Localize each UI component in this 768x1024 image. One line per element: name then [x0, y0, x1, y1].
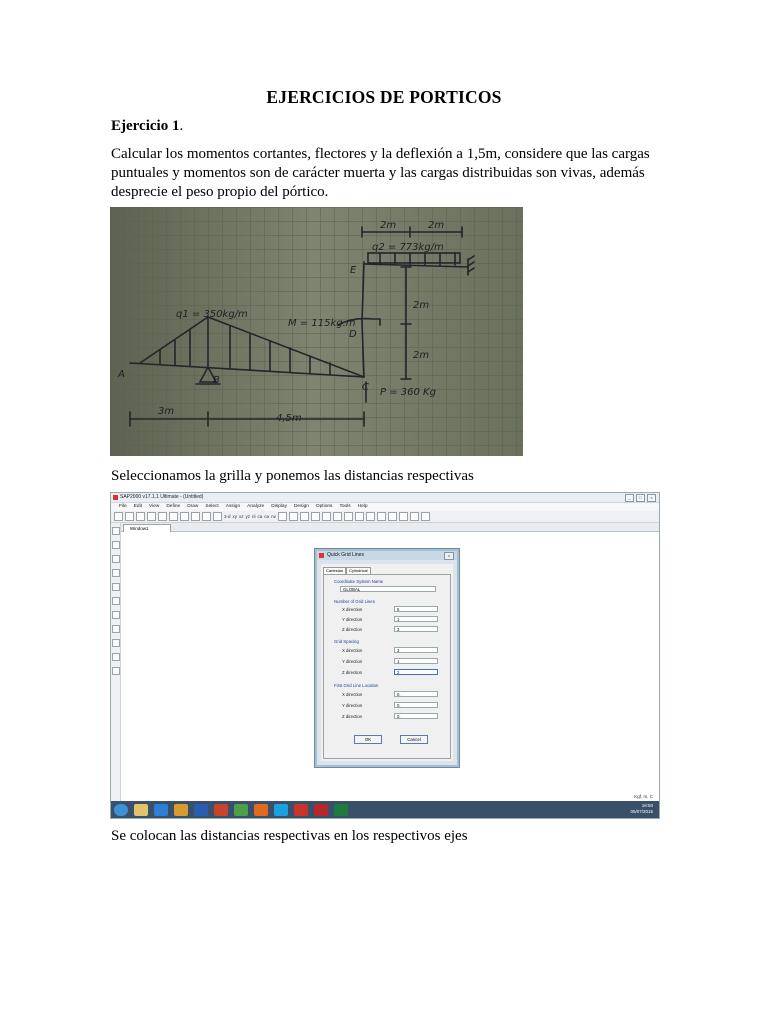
location-y-label: Y direction [342, 703, 363, 708]
toolbar-button-icon[interactable] [344, 512, 353, 521]
grid-spacing-group: Grid Spacing [334, 639, 359, 644]
dialog-title: Quick Grid Lines [327, 552, 364, 558]
menu-item-select[interactable]: Select [205, 504, 219, 509]
misc-tool-icon[interactable] [112, 667, 120, 675]
explorer-icon[interactable] [134, 804, 148, 816]
clock-time: 18:50 [641, 803, 653, 808]
sap-menubar [111, 503, 659, 511]
menu-item-view[interactable]: View [149, 504, 160, 509]
number-z-label: Z direction [342, 627, 363, 632]
spacing-z-label: Z direction [342, 670, 363, 675]
app-icon[interactable] [174, 804, 188, 816]
toolbar-button-icon[interactable] [410, 512, 419, 521]
dim-bottom-right-label: 4,5m [276, 413, 302, 424]
toolbar-button-icon[interactable] [136, 512, 145, 521]
toolbar-button-icon[interactable] [355, 512, 364, 521]
tab-cartesian[interactable]: Cartesian [323, 567, 346, 574]
firefox-icon[interactable] [254, 804, 268, 816]
excel-icon[interactable] [334, 804, 348, 816]
sap-window-title: SAP2000 v17.1.1 Ultimate - (Untitled) [120, 494, 204, 500]
taskbar-clock [630, 803, 653, 815]
dim-right-lower-label: 2m [413, 350, 430, 361]
toolbar-button-icon[interactable] [114, 512, 123, 521]
dialog-titlebar [317, 551, 457, 560]
select-tool-icon[interactable] [112, 583, 120, 591]
toolbar-button-icon[interactable] [421, 512, 430, 521]
sap-taskbar-icon[interactable] [294, 804, 308, 816]
toolbar-button-icon[interactable] [333, 512, 342, 521]
windows-taskbar [111, 801, 659, 818]
minimize-icon[interactable]: _ [625, 494, 634, 502]
sap-logo-icon [113, 495, 118, 500]
ie-icon[interactable] [154, 804, 168, 816]
sap-titlebar [111, 493, 659, 503]
tab-window1[interactable]: Window1 [123, 524, 171, 532]
dialog-body [321, 564, 453, 761]
load-q1-label: q1 = 350kg/m [176, 309, 248, 320]
frame-tool-icon[interactable] [112, 555, 120, 563]
toolbar-view-button[interactable]: xz [239, 514, 244, 519]
document-title: EJERCICIOS DE PORTICOS [266, 87, 502, 107]
toolbar-button-icon[interactable] [399, 512, 408, 521]
cancel-button[interactable]: Cancel [400, 735, 428, 744]
toolbar-button-icon[interactable] [147, 512, 156, 521]
number-y-input[interactable]: 1 [394, 616, 438, 622]
pdf-icon[interactable] [314, 804, 328, 816]
close-icon[interactable]: × [647, 494, 656, 502]
menu-item-file[interactable]: File [119, 504, 127, 509]
toolbar-button-icon[interactable] [300, 512, 309, 521]
draw-tool-icon[interactable] [112, 541, 120, 549]
menu-item-help[interactable]: Help [357, 504, 368, 509]
toolbar-button-icon[interactable] [278, 512, 287, 521]
tab-cylindrical[interactable]: Cylindrical [346, 567, 370, 574]
sap-tabbar [121, 523, 659, 532]
coord-system-group: Coordinate System Name [334, 579, 384, 584]
toolbar-button-icon[interactable] [169, 512, 178, 521]
toolbar-button-icon[interactable] [289, 512, 298, 521]
spacing-x-label: X direction [342, 648, 363, 653]
load-q2-label: q2 = 773kg/m [372, 242, 444, 253]
menu-item-edit[interactable]: Edit [133, 504, 143, 509]
spacing-y-label: Y direction [342, 659, 363, 664]
location-z-input[interactable]: 0. [394, 713, 438, 719]
first-grid-location-group: First Grid Line Location [334, 683, 379, 688]
ok-button[interactable]: OK [354, 735, 382, 744]
number-x-input[interactable]: 5 [394, 606, 438, 612]
pointer-tool-icon[interactable] [112, 527, 120, 535]
toolbar-view-button[interactable]: xy [232, 514, 238, 519]
node-d-label: D [349, 329, 357, 340]
menu-item-define[interactable]: Define [166, 504, 181, 509]
toolbar-view-button[interactable]: 3-d [224, 514, 231, 519]
toolbar-button-icon[interactable] [388, 512, 397, 521]
number-z-input[interactable]: 3 [394, 626, 438, 632]
area-tool-icon[interactable] [112, 569, 120, 577]
axes-step-paragraph: Se colocan las distancias respectivas en los respectivos ejes [111, 828, 468, 844]
dim-top-right-label: 2m [428, 220, 445, 231]
node-b-label: B [213, 375, 220, 386]
sap-toolbar [111, 511, 659, 523]
grid-step-paragraph: Seleccionamos la grilla y ponemos las distancias respectivas [111, 468, 474, 484]
number-x-label: X direction [342, 607, 363, 612]
statement-paragraph: Calcular los momentos cortantes, flectores y la deflexión a 1,5m, considere que las cargas puntuales y momentos son de carácter muerta y las cargas distribuidas son vivas, además desprecie el peso propio del pórtico. [111, 146, 650, 200]
sketch-photo [110, 207, 523, 456]
location-x-input[interactable]: 0. [394, 691, 438, 697]
units-readout[interactable]: Kgf, m, C [634, 794, 653, 799]
spacing-y-input[interactable]: 1 [394, 658, 438, 664]
dialog-panel [323, 574, 451, 759]
coord-system-field[interactable]: GLOBAL [340, 586, 436, 592]
location-z-label: Z direction [342, 714, 363, 719]
toolbar-button-icon[interactable] [191, 512, 200, 521]
sap2000-screenshot [110, 492, 660, 819]
spacing-z-input[interactable]: 2 [394, 669, 438, 675]
quick-grid-dialog [315, 549, 459, 767]
toolbar-button-icon[interactable] [202, 512, 211, 521]
menu-item-display[interactable]: Display [271, 504, 287, 509]
toolbar-button-icon[interactable] [377, 512, 386, 521]
menu-item-design[interactable]: Design [293, 504, 309, 509]
menu-item-analyze[interactable]: Analyze [247, 504, 265, 509]
word-icon[interactable] [194, 804, 208, 816]
view-tool-icon[interactable] [112, 653, 120, 661]
toolbar-button-icon[interactable] [158, 512, 167, 521]
location-y-input[interactable]: 0. [394, 702, 438, 708]
node-e-label: E [350, 265, 357, 276]
number-grid-group: Number of Grid Lines [334, 599, 375, 604]
skype-icon[interactable] [274, 804, 288, 816]
menu-item-options[interactable]: Options [315, 504, 333, 509]
toolbar-button-icon[interactable] [213, 512, 222, 521]
toolbar-button-icon[interactable] [366, 512, 375, 521]
snap-tool-icon[interactable] [112, 611, 120, 619]
sap-left-toolbar [111, 523, 121, 801]
node-c-label: C [362, 382, 369, 393]
toolbar-button-icon[interactable] [311, 512, 320, 521]
toolbar-button-icon[interactable] [322, 512, 331, 521]
point-load-label: P = 360 Kg [380, 387, 436, 398]
exercise-heading [111, 118, 183, 135]
toolbar-button-icon[interactable] [125, 512, 134, 521]
menu-item-draw[interactable]: Draw [187, 504, 199, 509]
assign-tool-icon[interactable] [112, 597, 120, 605]
toolbar-view-button[interactable]: nv [271, 514, 276, 519]
sketch-drawing [110, 207, 523, 456]
clock-date: 05/07/2015 [630, 809, 653, 814]
moment-label: M = 115kg.m [288, 318, 356, 329]
grid-tool-icon[interactable] [112, 639, 120, 647]
spacing-x-input[interactable]: 3 [394, 647, 438, 653]
menu-item-assign[interactable]: Assign [225, 504, 241, 509]
toolbar-view-button[interactable]: ca [264, 514, 270, 519]
menu-item-tools[interactable]: Tools [339, 504, 351, 509]
dim-top-left-label: 2m [380, 220, 397, 231]
location-x-label: X direction [342, 692, 363, 697]
dialog-logo-icon [319, 553, 324, 558]
dialog-close-icon[interactable]: × [444, 552, 454, 560]
exercise-suffix: . [179, 118, 184, 134]
node-a-label: A [118, 369, 125, 380]
toolbar-view-button[interactable]: nl [252, 514, 256, 519]
start-button-icon[interactable] [114, 804, 128, 816]
maximize-icon[interactable]: □ [636, 494, 645, 502]
joint-tool-icon[interactable] [112, 625, 120, 633]
toolbar-button-icon[interactable] [180, 512, 189, 521]
media-player-icon[interactable] [214, 804, 228, 816]
chrome-icon[interactable] [234, 804, 248, 816]
toolbar-view-button[interactable]: ca [257, 514, 263, 519]
dim-bottom-left-label: 3m [158, 406, 175, 417]
number-y-label: Y direction [342, 617, 363, 622]
exercise-label: Ejercicio 1 [111, 118, 180, 134]
toolbar-view-button[interactable]: yz [245, 514, 251, 519]
dim-right-upper-label: 2m [413, 300, 430, 311]
